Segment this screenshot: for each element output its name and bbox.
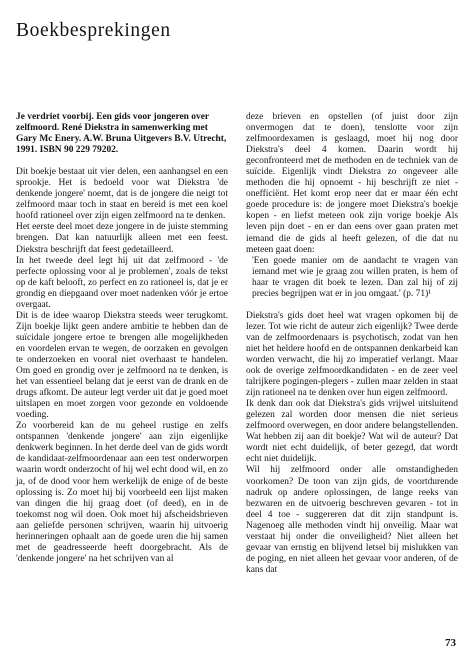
paragraph: deze brieven en opstellen (of juist door zijn onvermogen dat te doen), tenslotte voor zijn zelfmoordexamen is geslaagd, moet hij nog door Diekstra's deel 4 komen. Daarin wordt hij geconfronteerd met de methoden en de techniek van de suïcide. Eigenlijk vindt Diekstra zo ongeveer alle methoden die hij opnoemt - hij beschrijft ze niet - onefficiënt. Het komt erop neer dat er maar één echt goede procedure is: de jongere moet Diekstra's boekje kopen - en liefst meteen ook zijn vorige boekje Als leven pijn doet - en er dan eens over gaan praten met iemand die de gids al heeft gelezen, of die dat nu meteen gaat doen:: [246, 112, 458, 255]
paragraph: In het tweede deel legt hij uit dat zelfmoord - 'de perfecte oplossing voor al je problemen', zoals de tekst op de kaft belooft, zo perfect en zo rationeel is, dat je er grondig en diepgaand over moet nadenken vóór je ertoe overgaat.: [16, 255, 228, 310]
page-title: Boekbesprekingen: [16, 20, 171, 41]
left-column: [16, 112, 228, 565]
paragraph: Dit boekje bestaat uit vier delen, een aanhangsel en een sprookje. Het is bedoeld voor wat Diekstra 'de denkende jongere' noemt, dat is de jongere die neigt tot zelfmoord maar toch in staat en bereid is met een koel hoofd rationeel over zijn eigen zelfmoord na te denken.: [16, 167, 228, 222]
block-quote: 'Een goede manier om de aandacht te vragen van iemand met wie je graag zou willen praten, is hem of haar te vragen dit boek te lezen. Dan zal hij of zij precies begrijpen wat er in jou omgaat.' (p. 71)¹: [252, 255, 458, 299]
right-column: [246, 112, 458, 576]
paragraph: Zo voorbereid kan de nu geheel rustige en zelfs ontspannen 'denkende jongere' aan zijn eigenlijke denkwerk beginnen. In het derde deel van de gids wordt de kandidaat-zelfmoordenaar aan een test onderworpen waarin wordt onderzocht of hij wel echt dood wil, en zo ja, of de dood voor hem werkelijk de enige of de beste oplossing is. Zo moet hij bij voorbeeld een lijst maken van dingen die hij graag doet (of deed), en in de toekomst nog wil doen. Ook moet hij afscheidsbrieven aan geliefde personen schrijven, waarin hij uitvoerig herinneringen ophaalt aan de goede uren die hij samen met de geadresseerde heeft doorgebracht. Als de 'denkende jongere' na het schrijven van al: [16, 421, 228, 564]
paragraph: Wil hij zelfmoord onder alle omstandigheden voorkomen? De toon van zijn gids, de voortdurende nadruk op andere oplossingen, de lange reeks van bezwaren en de uitvoerig beschreven gevaren - tot in deel 4 toe - suggereren dat dit zijn standpunt is. Nagenoeg alle methoden vindt hij onveilig. Maar wat verstaat hij onder die onveiligheid? Niet alleen het gevaar van ernstig en blijvend letsel bij mislukken van de poging, en niet alleen het gevaar voor anderen, of de kans dat: [246, 465, 458, 575]
paragraph: Diekstra's gids doet heel wat vragen opkomen bij de lezer. Tot wie richt de auteur zich eigenlijk? Twee derde van de zelfmoordenaars is psychotisch, zodat van hen niet het heldere hoofd en de ontspannen denkarbeid kan worden verwacht, die hij zo imperatief verlangt. Maar ook de overige zelfmoordkandidaten - en de zeer veel talrijkere pogingen-plegers - zullen maar zelden in staat zijn rationeel na te denken over hun eigen zelfmoord.: [246, 310, 458, 399]
review-heading: Je verdriet voorbij. Een gids voor jongeren over zelfmoord. René Diekstra in samenwerking met Gary Mc Enery. A.W. Bruna Uitgevers B.V. Utrecht, 1991. ISBN 90 229 79202.: [16, 112, 227, 156]
paragraph: Ik denk dan ook dat Diekstra's gids vrijwel uitsluitend gelezen zal worden door mensen die niet serieus zelfmoord overwegen, en door andere belangstellenden. Wat hebben zij aan dit boekje? Wat wil de auteur? Dat wordt niet echt duidelijk, of beter gezegd, dat wordt echt niet duidelijk.: [246, 399, 458, 465]
page-number: 73: [445, 637, 456, 649]
spacer: [246, 300, 458, 311]
spacer: [16, 156, 228, 167]
paragraph: Het eerste deel moet deze jongere in de juiste stemming brengen. Dat kan natuurlijk alleen met een feest. Diekstra beschrijft dat feest gedetailleerd.: [16, 222, 228, 255]
paragraph: Dit is de idee waarop Diekstra steeds weer terugkomt. Zijn boekje lijkt geen andere ambitie te hebben dan de suïcidale jongere ertoe te brengen alle mogelijkheden en voordelen ervan te wegen, de oorzaken en gevolgen te onderzoeken en vooral niet overhaast te handelen. Om goed en grondig over je zelfmoord na te denken, is het van essentieel belang dat je eerst van de drank en de drugs afkomt. De auteur legt verder uit dat je goed moet uitslapen en moet zorgen voor gezonde en voldoende voeding.: [16, 310, 229, 421]
